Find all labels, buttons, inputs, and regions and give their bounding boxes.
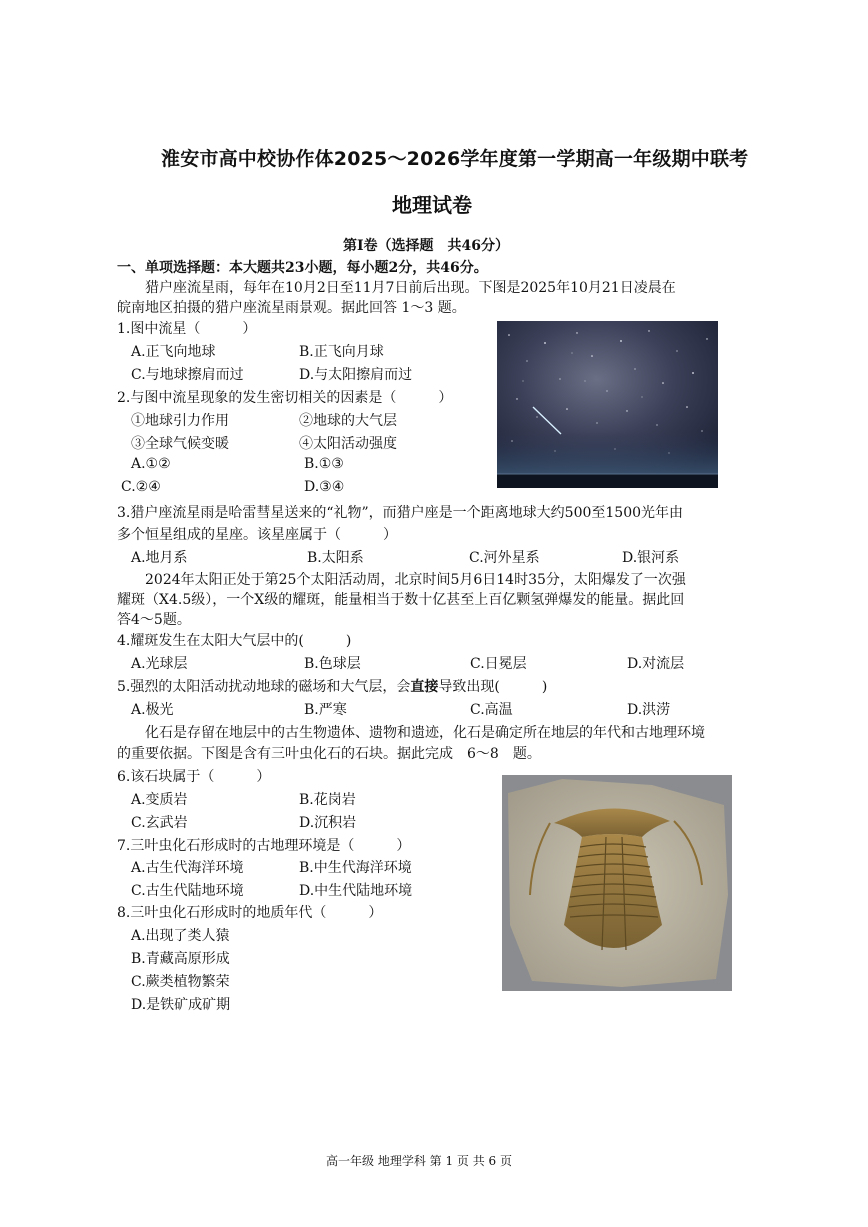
q5-option-d: D.洪涝 [627, 702, 671, 718]
section-instructions: 一、单项选择题：本大题共23小题，每小题2分，共46分。 [117, 260, 488, 276]
meteor-photo [497, 321, 718, 488]
q7-option-c: C.古生代陆地环境 [131, 883, 244, 899]
q1-option-a: A.正飞向地球 [131, 344, 216, 360]
passage2-line1: 2024年太阳正处于第25个太阳活动周，北京时间5月6日14时35分，太阳爆发了一次强 [145, 572, 686, 588]
fossil-photo [502, 775, 732, 991]
page-footer: 高一年级 地理学科 第 1 页 共 6 页 [326, 1154, 512, 1168]
q8-option-c: C.蕨类植物繁荣 [131, 974, 230, 990]
passage1-line2: 皖南地区拍摄的猎户座流星雨景观。据此回答 1～3 题。 [117, 300, 466, 316]
q3-stem-line1: 3.猎户座流星雨是哈雷彗星送来的“礼物”，而猎户座是一个距离地球大约500至1500光年由 [117, 505, 684, 521]
q6-stem: 6.该石块属于（ ） [117, 769, 271, 785]
q3-option-b: B.太阳系 [307, 550, 364, 566]
passage2-line2: 耀斑（X4.5级），一个X级的耀斑，能量相当于数十亿甚至上百亿颗氢弹爆发的能量。据此回 [117, 592, 685, 608]
q3-option-d: D.银河系 [622, 550, 680, 566]
passage1-line1: 猎户座流星雨，每年在10月2日至11月7日前后出现。下图是2025年10月21日凌晨在 [145, 280, 676, 296]
q4-option-b: B.色球层 [304, 656, 361, 672]
q8-stem: 8.三叶虫化石形成时的地质年代（ ） [117, 905, 383, 921]
q1-stem: 1.图中流星（ ） [117, 321, 257, 337]
q5-option-a: A.极光 [131, 702, 174, 718]
q1-option-b: B.正飞向月球 [299, 344, 384, 360]
q5-option-b: B.严寒 [304, 702, 347, 718]
meteor-night-sky-icon [497, 321, 718, 488]
passage3-line1: 化石是存留在地层中的古生物遗体、遗物和遗迹，化石是确定所在地层的年代和古地理环境 [145, 725, 705, 741]
q2-statement-4: ④太阳活动强度 [299, 436, 397, 452]
q6-option-d: D.沉积岩 [299, 815, 357, 831]
q2-stem: 2.与图中流星现象的发生密切相关的因素是（ ） [117, 390, 453, 406]
q5-stem [117, 676, 547, 696]
passage3-line2: 的重要依据。下图是含有三叶虫化石的石块。据此完成 6～8 题。 [117, 746, 541, 762]
q5-stem-emphasis: 直接 [410, 679, 439, 695]
q2-option-d: D.③④ [304, 479, 345, 495]
q7-option-b: B.中生代海洋环境 [299, 860, 412, 876]
exam-title: 淮安市高中校协作体2025～2026学年度第一学期高一年级期中联考 [161, 148, 749, 170]
q7-option-d: D.中生代陆地环境 [299, 883, 413, 899]
q1-option-d: D.与太阳擦肩而过 [299, 367, 413, 383]
q8-option-b: B.青藏高原形成 [131, 951, 230, 967]
q2-statement-1: ①地球引力作用 [131, 413, 229, 429]
q8-option-d: D.是铁矿成矿期 [131, 997, 231, 1013]
exam-subject: 地理试卷 [392, 193, 472, 217]
q5-stem-post: 导致出现( ) [438, 679, 548, 695]
q5-option-c: C.高温 [470, 702, 513, 718]
trilobite-fossil-icon [502, 775, 732, 991]
q4-stem: 4.耀斑发生在太阳大气层中的( ) [117, 633, 352, 649]
q7-option-a: A.古生代海洋环境 [131, 860, 244, 876]
q4-option-d: D.对流层 [627, 656, 685, 672]
q1-option-c: C.与地球擦肩而过 [131, 367, 244, 383]
passage2-line3: 答4～5题。 [117, 612, 191, 628]
part-heading: 第Ⅰ卷（选择题 共46分） [343, 238, 510, 254]
q3-stem-line2: 多个恒星组成的星座。该星座属于（ ） [117, 527, 397, 543]
q2-statement-2: ②地球的大气层 [299, 413, 397, 429]
q5-stem-pre: 5.强烈的太阳活动扰动地球的磁场和大气层，会 [117, 679, 411, 695]
q6-option-a: A.变质岩 [131, 792, 188, 808]
q2-option-b: B.①③ [304, 456, 344, 472]
q4-option-c: C.日冕层 [470, 656, 527, 672]
q2-option-a: A.①② [131, 456, 171, 472]
q6-option-b: B.花岗岩 [299, 792, 356, 808]
q3-option-c: C.河外星系 [469, 550, 540, 566]
q2-statement-3: ③全球气候变暖 [131, 436, 229, 452]
q8-option-a: A.出现了类人猿 [131, 928, 230, 944]
q6-option-c: C.玄武岩 [131, 815, 188, 831]
q4-option-a: A.光球层 [131, 656, 188, 672]
q7-stem: 7.三叶虫化石形成时的古地理环境是（ ） [117, 838, 411, 854]
q2-option-c: C.②④ [121, 479, 161, 495]
q3-option-a: A.地月系 [131, 550, 188, 566]
